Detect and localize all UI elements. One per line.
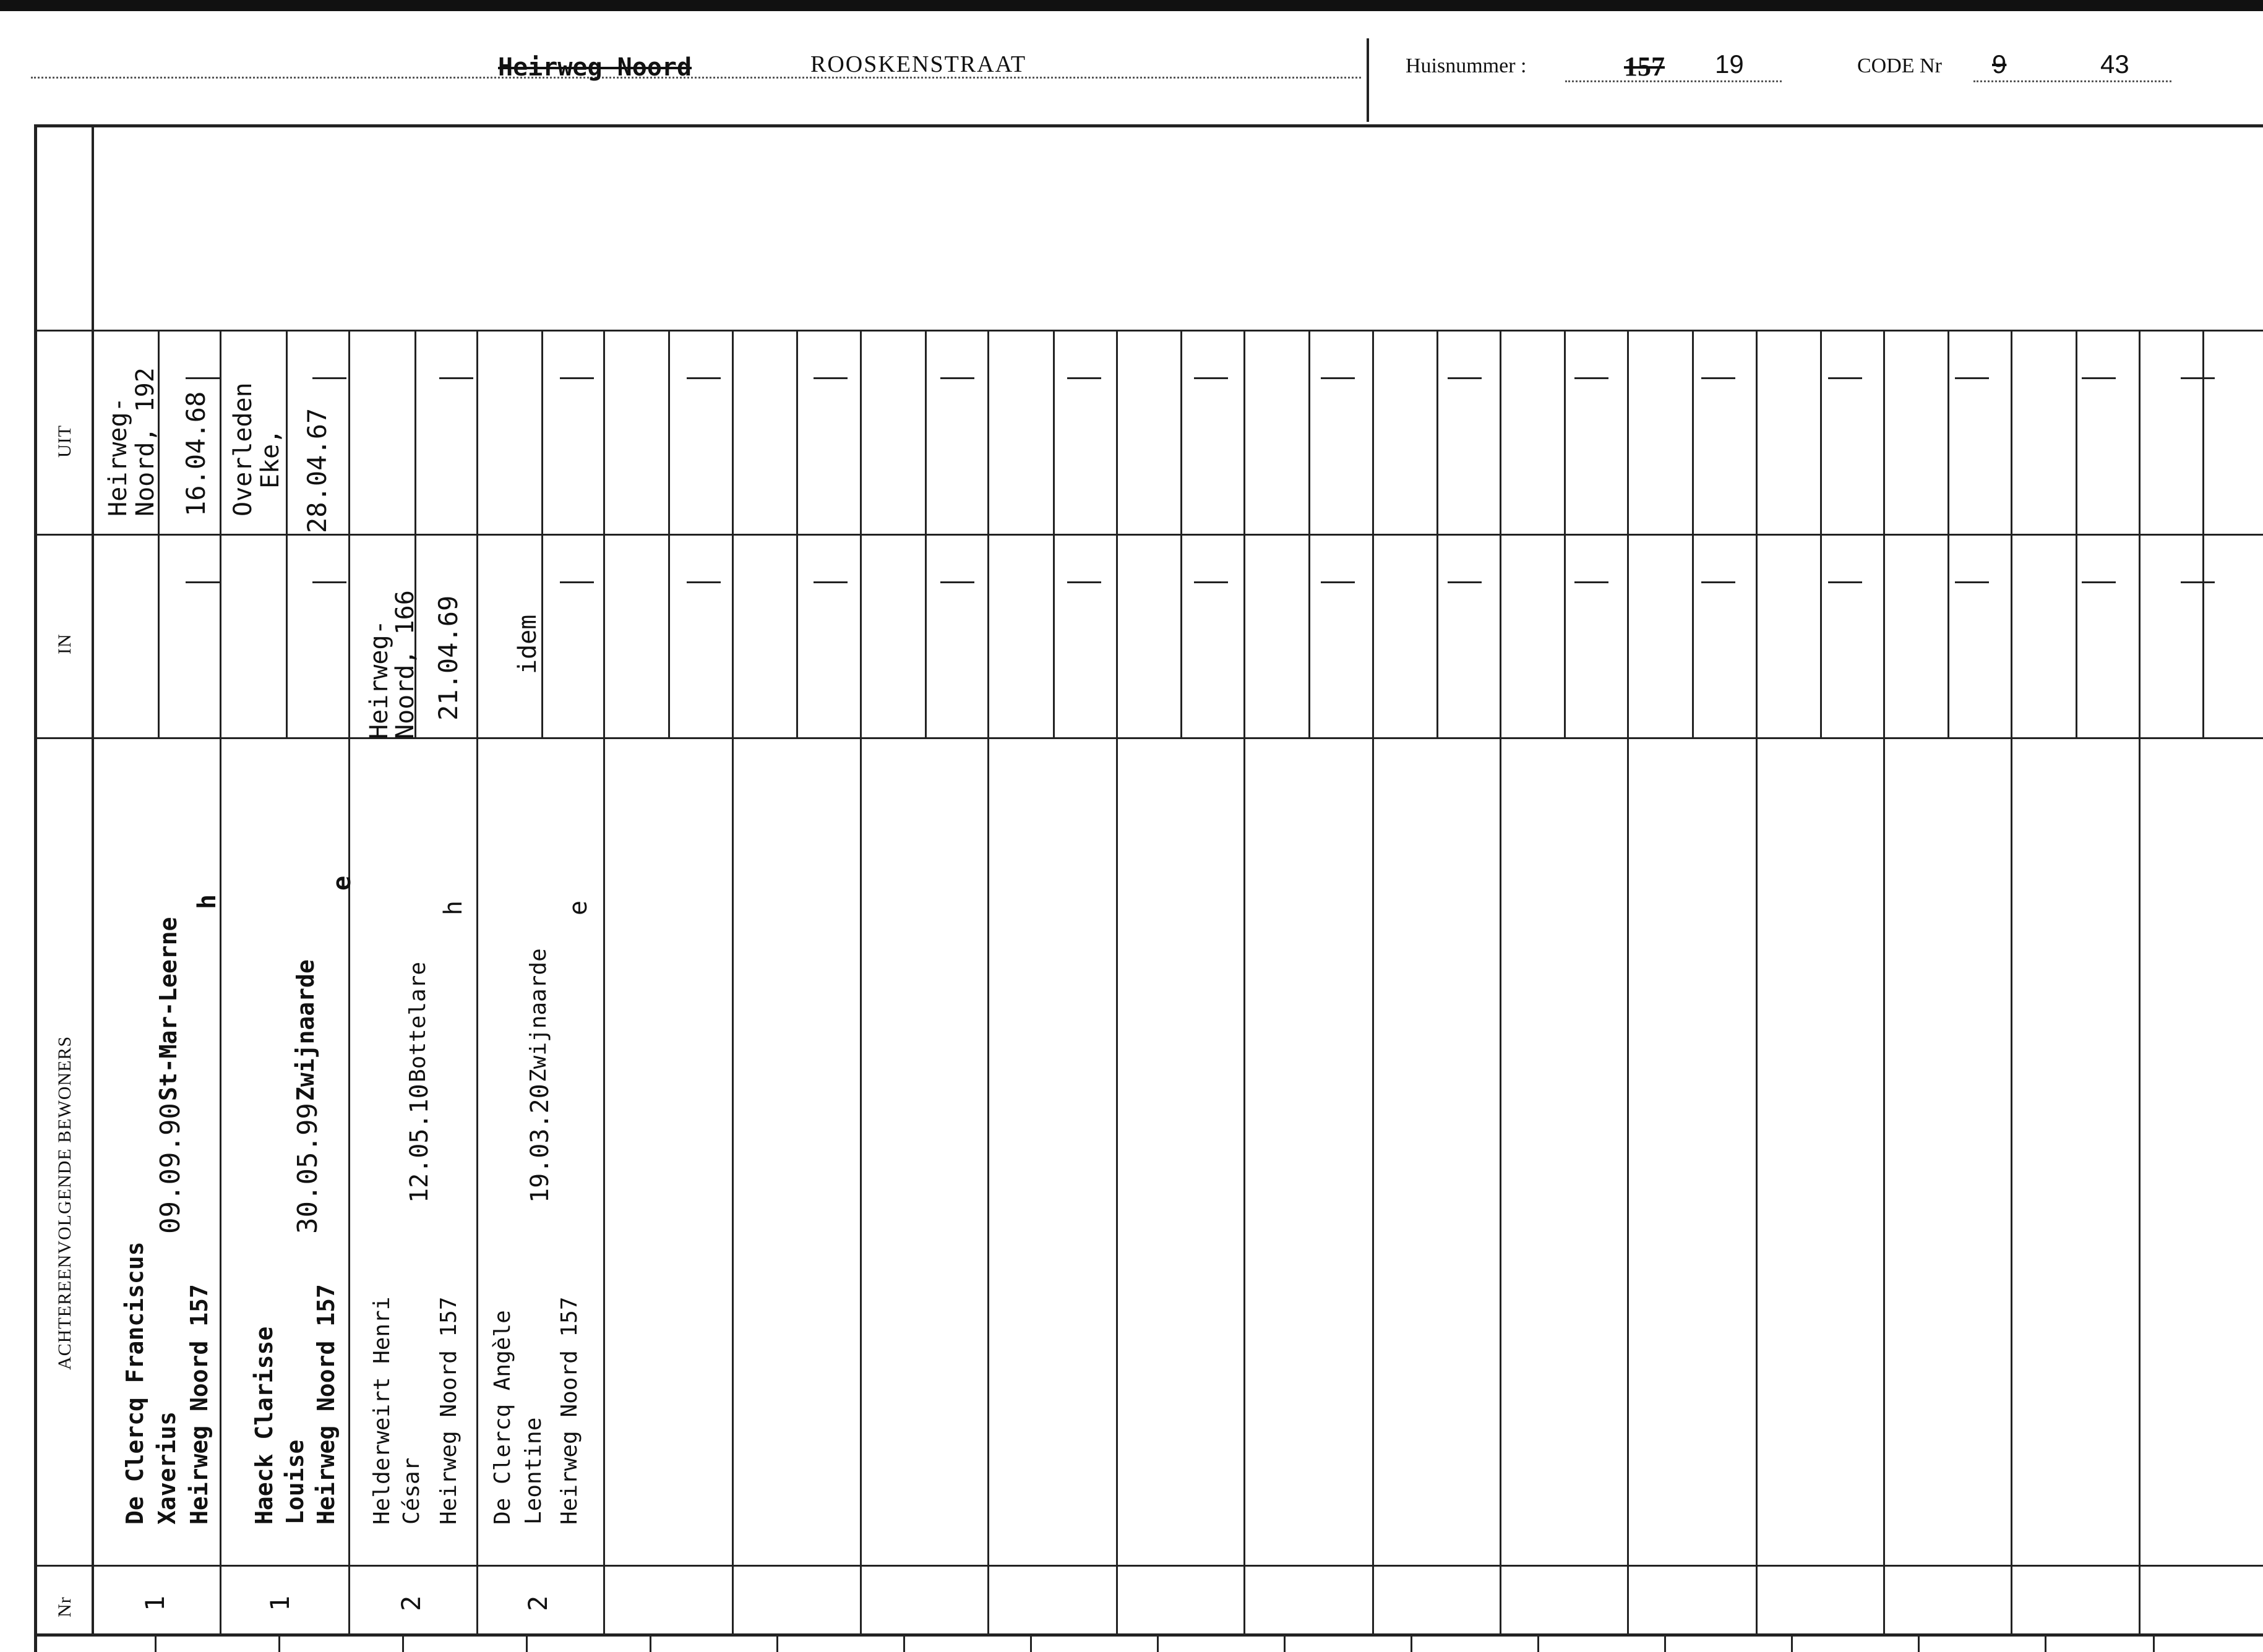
sub-column-divider	[925, 330, 927, 738]
resident-3-sex: h	[439, 900, 468, 915]
resident-1-name-line2: Xaverius	[153, 1411, 181, 1525]
sub-column-divider	[2076, 330, 2077, 738]
bottom-tick	[278, 1633, 280, 1652]
bottom-tick	[1918, 1633, 1920, 1652]
column-divider	[476, 330, 478, 1635]
resident-1-birth-date: 09.09.90	[155, 1103, 186, 1234]
empty-dash	[1955, 377, 1989, 379]
bottom-tick	[903, 1633, 905, 1652]
bottom-tick	[1030, 1633, 1032, 1652]
label-column-divider	[92, 124, 94, 1637]
sub-column-divider	[668, 330, 670, 738]
sub-column-divider	[1053, 330, 1055, 738]
column-divider	[603, 330, 605, 1635]
empty-dash	[1701, 377, 1735, 379]
resident-2-nr: 1	[265, 1595, 295, 1611]
resident-3-in-place-line2: Noord, 166	[391, 590, 419, 739]
resident-2-birth-date: 30.05.99	[292, 1103, 324, 1234]
resident-1-nr: 1	[140, 1595, 170, 1611]
empty-dash	[1701, 581, 1735, 583]
bottom-tick	[402, 1633, 404, 1652]
resident-4-birth-place: Zwijnaarde	[526, 948, 551, 1082]
resident-4-name-line2: Leontine	[521, 1417, 546, 1525]
empty-dash	[1574, 377, 1608, 379]
empty-dash	[940, 581, 974, 583]
sub-column-divider	[1308, 330, 1310, 738]
empty-dash	[1194, 581, 1228, 583]
resident-4-in-place: idem	[513, 614, 542, 674]
resident-2-uit-date: 28.04.67	[302, 408, 332, 533]
empty-dash	[1067, 377, 1101, 379]
empty-dash	[186, 581, 220, 583]
resident-1-address: Heirweg Noord 157	[186, 1284, 213, 1525]
uit-column-label: UIT	[54, 425, 75, 458]
column-divider	[987, 330, 989, 1635]
column-divider	[1627, 330, 1629, 1635]
resident-4-name-line1: De Clercq Angèle	[490, 1310, 515, 1525]
residents-column-label: ACHTEREENVOLGENDE BEWONERS	[54, 1035, 75, 1370]
column-divider	[1883, 330, 1885, 1635]
column-divider	[1243, 330, 1245, 1635]
column-divider	[2011, 330, 2012, 1635]
sub-column-divider	[1820, 330, 1822, 738]
resident-1-uit-place-line1: Heirweg-	[104, 397, 132, 516]
resident-3-in-place-line1: Heirweg-	[365, 620, 393, 739]
empty-dash	[940, 377, 974, 379]
empty-dash	[1067, 581, 1101, 583]
column-divider	[860, 330, 862, 1635]
empty-dash	[560, 377, 594, 379]
bottom-tick	[776, 1633, 778, 1652]
empty-dash	[1448, 377, 1482, 379]
nr-column-label: Nr	[54, 1596, 75, 1617]
code-number-dotline	[1973, 80, 2171, 82]
form-top-border	[34, 124, 2263, 127]
resident-1-sex: h	[193, 894, 221, 909]
resident-2-uit-place-line1: Overleden	[229, 382, 257, 516]
street-name-old: Heirweg Noord	[498, 53, 692, 82]
resident-3-name-line1: Helderweirt Henri	[369, 1296, 395, 1525]
resident-4-nr: 2	[523, 1595, 553, 1611]
column-divider	[732, 330, 734, 1635]
resident-2-sex: e	[328, 875, 356, 891]
sub-column-divider	[541, 330, 543, 738]
street-name-new: ROOSKENSTRAAT	[810, 51, 1027, 77]
column-divider	[1372, 330, 1374, 1635]
empty-dash	[2082, 377, 2116, 379]
nr-top-line	[34, 1565, 2263, 1567]
column-divider	[1756, 330, 1758, 1635]
sub-column-divider	[1947, 330, 1949, 738]
column-divider	[348, 330, 350, 1635]
house-number-label: Huisnummer :	[1406, 54, 1527, 77]
resident-3-birth-place: Bottelare	[405, 961, 431, 1082]
empty-dash	[687, 581, 721, 583]
uit-label-top-line	[34, 330, 93, 332]
empty-dash	[1828, 377, 1862, 379]
resident-2-birth-place: Zwijnaarde	[292, 959, 319, 1101]
resident-1-name-line1: De Clercq Franciscus	[121, 1241, 148, 1525]
resident-4-address: Heirweg Noord 157	[557, 1296, 582, 1525]
column-divider	[2139, 330, 2141, 1635]
bottom-tick	[1411, 1633, 1412, 1652]
empty-dash	[2082, 581, 2116, 583]
empty-dash	[814, 581, 848, 583]
house-number-new: 19	[1715, 49, 1744, 79]
column-divider	[1116, 330, 1118, 1635]
resident-3-name-line2: César	[399, 1457, 424, 1525]
empty-dash	[1321, 581, 1355, 583]
sub-column-divider	[1692, 330, 1694, 738]
empty-dash	[1194, 377, 1228, 379]
resident-4-sex: e	[564, 900, 593, 915]
bottom-tick	[1537, 1633, 1539, 1652]
form-left-border	[34, 124, 37, 1652]
in-top-line	[34, 534, 2263, 536]
sub-column-divider	[2202, 330, 2204, 738]
bottom-tick	[650, 1633, 651, 1652]
empty-dash	[312, 377, 346, 379]
empty-dash	[2181, 377, 2215, 379]
resident-2-uit-place-line2: Eke,	[256, 429, 285, 489]
sub-column-divider	[286, 330, 288, 738]
empty-dash	[687, 377, 721, 379]
scan-top-edge	[0, 0, 2263, 11]
resident-3-address: Heirweg Noord 157	[436, 1296, 462, 1525]
in-column-label: IN	[54, 633, 75, 654]
bottom-tick	[1284, 1633, 1286, 1652]
uit-top-line	[92, 330, 2263, 332]
bottom-tick	[2045, 1633, 2046, 1652]
empty-dash	[2181, 581, 2215, 583]
sub-column-divider	[1180, 330, 1182, 738]
empty-dash	[1448, 581, 1482, 583]
bottom-tick	[526, 1633, 528, 1652]
empty-dash	[1574, 581, 1608, 583]
sub-column-divider	[1564, 330, 1566, 738]
bottom-tick	[1157, 1633, 1159, 1652]
code-number-old: 9	[1992, 49, 2007, 79]
house-number-dotline	[1565, 80, 1782, 82]
resident-3-birth-date: 12.05.10	[405, 1084, 434, 1203]
bottom-tick	[155, 1633, 157, 1652]
house-number-old: 157	[1624, 51, 1665, 82]
resident-1-uit-date: 16.04.68	[181, 391, 211, 516]
empty-dash	[1955, 581, 1989, 583]
resident-2-address: Heirweg Noord 157	[312, 1284, 340, 1525]
empty-dash	[312, 581, 346, 583]
code-number-label: CODE Nr	[1857, 54, 1942, 77]
column-divider	[1500, 330, 1501, 1635]
resident-3-nr: 2	[396, 1595, 426, 1611]
header-divider	[1367, 38, 1369, 122]
bottom-tick	[1791, 1633, 1793, 1652]
empty-dash	[1828, 581, 1862, 583]
sub-column-divider	[796, 330, 798, 738]
empty-dash	[1321, 377, 1355, 379]
form-bottom-border	[34, 1633, 2263, 1637]
empty-dash	[439, 377, 473, 379]
resident-4-birth-date: 19.03.20	[526, 1084, 554, 1203]
code-number-new: 43	[2100, 49, 2129, 79]
empty-dash	[186, 377, 220, 379]
resident-2-name-line1: Haeck Clarisse	[251, 1326, 278, 1525]
resident-1-uit-place-line2: Noord, 192	[131, 367, 160, 516]
header-dotline-left	[31, 77, 1361, 79]
resident-2-name-line2: Louise	[281, 1439, 309, 1525]
bottom-tick	[1664, 1633, 1666, 1652]
bottom-tick	[2153, 1633, 2155, 1652]
empty-dash	[560, 581, 594, 583]
empty-dash	[814, 377, 848, 379]
resident-3-in-date: 21.04.69	[433, 595, 463, 721]
sub-column-divider	[1436, 330, 1438, 738]
resident-1-birth-place: St-Mar-Leerne	[155, 917, 182, 1101]
column-divider	[220, 330, 221, 1635]
